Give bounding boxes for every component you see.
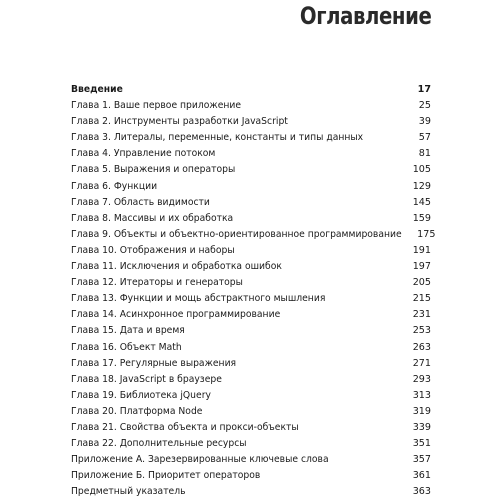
toc-entry[interactable] [71, 243, 431, 259]
toc-entry-page-number: 129 [412, 180, 431, 192]
toc-entry-title: Глава 10. Отображения и наборы [71, 244, 235, 256]
toc-entry[interactable] [71, 259, 431, 275]
toc-entry[interactable] [71, 179, 431, 195]
toc-entry-page-number: 319 [412, 405, 431, 417]
toc-entry-page-number: 351 [412, 438, 431, 450]
toc-entry-page-number: 197 [412, 261, 431, 273]
toc-entry-title: Глава 11. Исключения и обработка ошибок [71, 261, 282, 273]
toc-entry-title: Глава 22. Дополнительные ресурсы [71, 438, 247, 450]
toc-entry-title: Введение [71, 84, 123, 95]
toc-entry[interactable] [71, 130, 431, 146]
toc-entry-title: Глава 5. Выражения и операторы [71, 164, 236, 176]
toc-entry[interactable] [71, 82, 431, 98]
toc-entry-page-number: 253 [412, 325, 431, 337]
toc-entry-page-number: 361 [412, 470, 431, 482]
toc-entry-page-number: 205 [412, 277, 431, 289]
toc-entry[interactable] [71, 372, 431, 388]
toc-entry-title: Глава 20. Платформа Node [71, 405, 203, 417]
toc-entry[interactable] [71, 211, 431, 227]
toc-entry-page-number: 159 [412, 212, 431, 224]
toc-entry-title: Глава 17. Регулярные выражения [71, 357, 237, 369]
toc-entry-page-number: 263 [412, 341, 431, 353]
toc-entry-title: Глава 4. Управление потоком [71, 148, 216, 160]
toc-entry-title: Приложение А. Зарезервированные ключевые слова [71, 454, 329, 466]
toc-entry-title: Глава 3. Литералы, переменные, константы и типы данных [71, 132, 364, 144]
toc-entry-title: Глава 21. Свойства объекта и прокси-объекты [71, 421, 299, 433]
toc-entry[interactable] [71, 162, 431, 178]
toc-entry[interactable] [71, 275, 431, 291]
toc-entry[interactable] [71, 98, 431, 114]
toc-entry-page-number: 293 [412, 373, 431, 385]
toc-entry[interactable] [71, 340, 431, 356]
toc-entry-page-number: 17 [417, 84, 431, 95]
toc-entry-title: Глава 14. Асинхронное программирование [71, 309, 281, 321]
toc-entry-title: Глава 8. Массивы и их обработка [71, 212, 234, 224]
toc-entry-title: Глава 7. Область видимости [71, 196, 210, 208]
toc-entry-page-number: 339 [412, 421, 431, 433]
toc-entry-page-number: 215 [412, 293, 431, 305]
page-title: Оглавление [299, 2, 431, 30]
toc-entry-page-number: 271 [412, 357, 431, 369]
toc-entry-title: Глава 18. JavaScript в браузере [71, 373, 222, 385]
toc-entry-page-number: 357 [412, 454, 431, 466]
toc-entry[interactable] [71, 291, 431, 307]
toc-entry-page-number: 105 [412, 164, 431, 176]
toc-entry-page-number: 231 [412, 309, 431, 321]
toc-entry[interactable] [71, 484, 431, 500]
toc-entry-page-number: 175 [417, 228, 436, 240]
toc-entry-title: Глава 1. Ваше первое приложение [71, 100, 242, 112]
toc-entry-page-number: 191 [412, 244, 431, 256]
toc-entry-title: Глава 19. Библиотека jQuery [71, 389, 211, 401]
toc-entry-page-number: 39 [418, 116, 431, 128]
toc-entry-title: Глава 12. Итераторы и генераторы [71, 277, 243, 289]
toc-entry[interactable] [71, 404, 431, 420]
toc-entry[interactable] [71, 146, 431, 162]
toc-entry[interactable] [71, 420, 431, 436]
toc-entry-title: Глава 13. Функции и мощь абстрактного мышления [71, 293, 326, 305]
toc-entry-title: Глава 16. Объект Math [71, 341, 182, 353]
toc-entry[interactable] [71, 436, 431, 452]
toc-entry-title: Глава 9. Объекты и объектно-ориентированное программирование [71, 228, 402, 240]
toc-entry-page-number: 363 [412, 486, 431, 498]
toc-entry-title: Глава 15. Дата и время [71, 325, 185, 337]
toc-entry[interactable] [71, 452, 431, 468]
toc-entry-title: Глава 6. Функции [71, 180, 158, 192]
toc-entry[interactable] [71, 307, 431, 323]
toc-entry[interactable] [71, 323, 431, 339]
toc-entry[interactable] [71, 227, 436, 243]
toc-entry-page-number: 313 [412, 389, 431, 401]
toc-entry[interactable] [71, 356, 431, 372]
toc-entry-title: Приложение Б. Приоритет операторов [71, 470, 261, 482]
table-of-contents [71, 82, 436, 500]
toc-entry[interactable] [71, 468, 431, 484]
toc-entry[interactable] [71, 388, 431, 404]
toc-entry-page-number: 25 [418, 100, 431, 112]
toc-entry-page-number: 81 [418, 148, 431, 160]
toc-entry-title: Глава 2. Инструменты разработки JavaScript [71, 116, 288, 128]
toc-entry[interactable] [71, 114, 431, 130]
toc-entry-title: Предметный указатель [71, 486, 186, 498]
toc-entry-page-number: 145 [412, 196, 431, 208]
toc-entry-page-number: 57 [418, 132, 431, 144]
toc-entry[interactable] [71, 195, 431, 211]
